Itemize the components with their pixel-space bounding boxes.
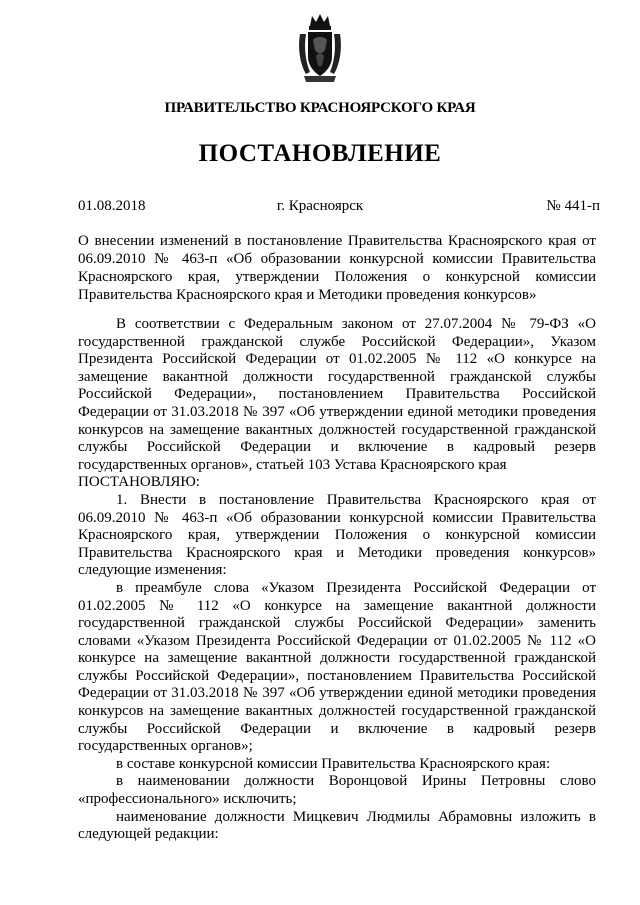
coat-of-arms-icon	[296, 12, 344, 84]
document-number: № 441-п	[546, 198, 600, 214]
document-body	[78, 316, 596, 844]
change-3-paragraph: в наименовании должности Воронцовой Ирины Петровны слово «профессионального» исключить;	[78, 773, 596, 808]
preamble-paragraph: В соответствии с Федеральным законом от 27.07.2004 № 79-ФЗ «О государственной гражданской службе Российской Федерации», Указом Президента Российской Федерации от 01.02.2005 № 112 «О конкурсе на замещение вакантной должности государственной гражданской службы Российской Федерации», постановлением Правительства Российской Федерации от 31.03.2018 № 397 «Об утверждении единой методики проведения конкурсов на замещение вакантных должностей государственной гражданской службы Российской Федерации и включение в кадровый резерв государственных органов», статьей 103 Устава Красноярского края	[78, 316, 596, 473]
change-2-paragraph: в составе конкурсной комиссии Правительства Красноярского края:	[116, 755, 551, 772]
government-name: ПРАВИТЕЛЬСТВО КРАСНОЯРСКОГО КРАЯ	[164, 100, 476, 116]
document-date: 01.08.2018	[78, 198, 146, 214]
change-1-paragraph: в преамбуле слова «Указом Президента Российской Федерации от 01.02.2005 № 112 «О конкурсе на замещение вакантной должности государственной гражданской службы Российской Федерации» заменить словами «Указом Президента Российской Федерации от 01.02.2005 № 112 «О конкурсе на замещение вакантной должности государственной гражданской службы Российской Федерации», постановлением Правительства Российской Федерации от 31.03.2018 № 397 «Об утверждении единой методики проведения конкурсов на замещение вакантных должностей государственной гражданской службы Российской Федерации и включение в кадровый резерв государственных органов»;	[78, 579, 596, 755]
document-subject: О внесении изменений в постановление Правительства Красноярского края от 06.09.2010 № 463-п «Об образовании конкурсной комиссии Правительства Красноярского края, утверждении Положения о конкурсной комиссии Правительства Красноярского края и Методики проведения конкурсов»	[78, 233, 596, 303]
change-4-paragraph: наименование должности Мицкевич Людмилы Абрамовны изложить в следующей редакции:	[78, 808, 596, 843]
item-1-paragraph: 1. Внести в постановление Правительства Красноярского края от 06.09.2010 № 463-п «Об образовании конкурсной комиссии Правительства Красноярского края, утверждении Положения о конкурсной комиссии Правительства Красноярского края и Методики проведения конкурсов» следующие изменения:	[78, 491, 596, 579]
decree-word: ПОСТАНОВЛЯЮ:	[78, 474, 200, 491]
document-city: г. Красноярск	[276, 198, 364, 214]
document-type-title: ПОСТАНОВЛЕНИЕ	[198, 140, 442, 167]
